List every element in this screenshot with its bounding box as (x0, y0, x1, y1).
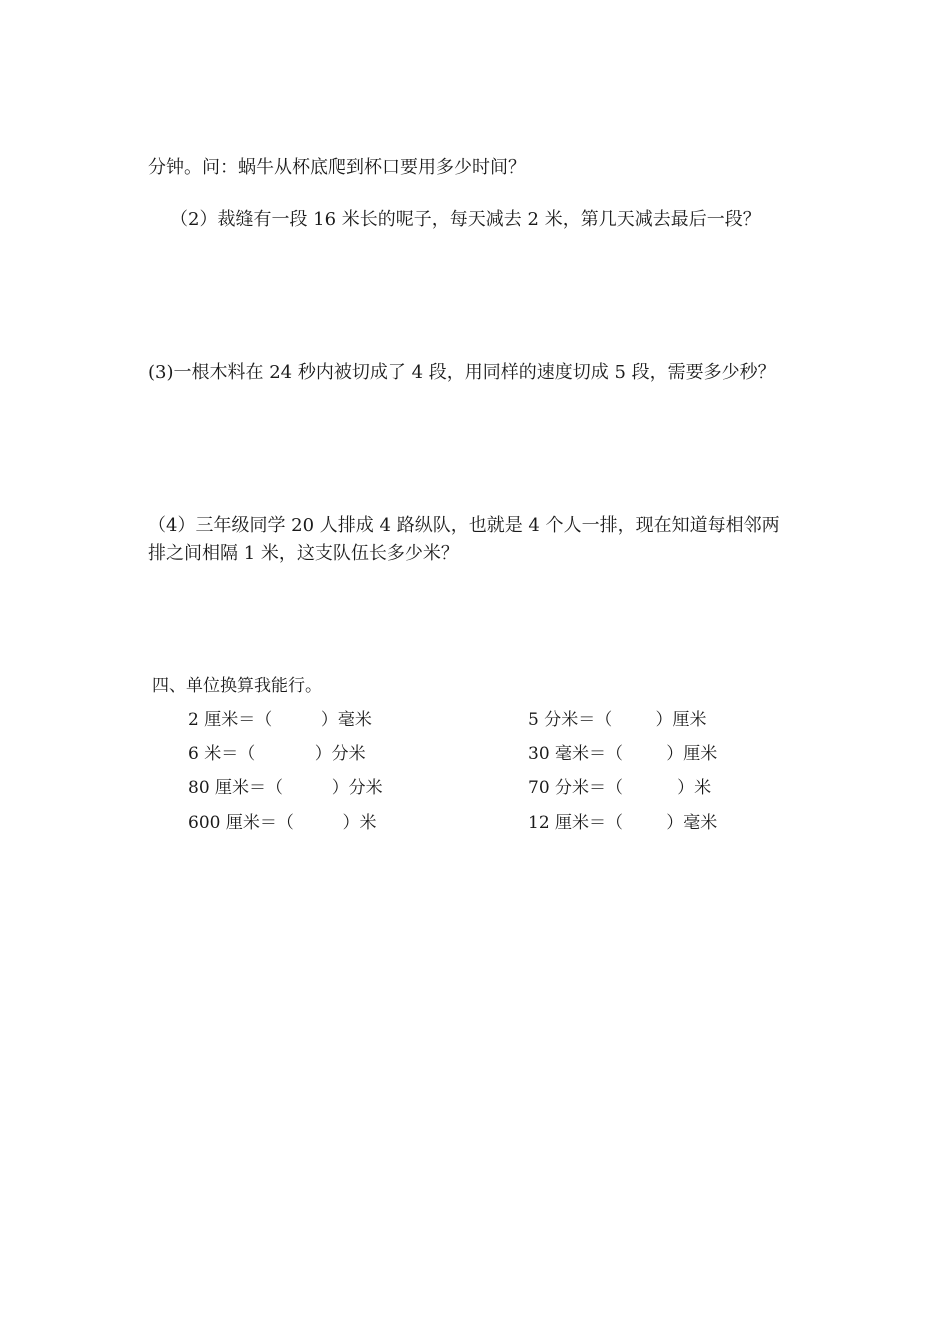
conversion-suffix: ）毫米 (666, 813, 718, 833)
answer-blank[interactable] (623, 778, 677, 798)
question-4-line-1: （4）三年级同学 20 人排成 4 路纵队，也就是 4 个人一排，现在知道每相邻两 (148, 515, 780, 536)
answer-blank[interactable] (255, 744, 314, 764)
question-2: （2）裁缝有一段 16 米长的呢子，每天减去 2 米，第几天减去最后一段？ (170, 209, 761, 230)
answer-blank[interactable] (272, 710, 321, 730)
conversion-prefix: 70 分米＝（ (528, 778, 624, 798)
conversion-item (528, 776, 711, 800)
conversion-suffix: ）米 (677, 778, 712, 798)
conversion-item (188, 811, 377, 835)
conversion-prefix: 80 厘米＝（ (188, 778, 284, 798)
conversion-prefix: 600 厘米＝（ (188, 813, 294, 833)
answer-blank[interactable] (294, 813, 343, 833)
conversion-prefix: 5 分米＝（ (528, 710, 613, 730)
conversion-prefix: 6 米＝（ (188, 744, 256, 764)
conversion-suffix: ）厘米 (655, 710, 707, 730)
answer-blank[interactable] (612, 710, 655, 730)
answer-blank[interactable] (623, 813, 666, 833)
conversion-suffix: ）米 (342, 813, 377, 833)
conversion-suffix: ）厘米 (666, 744, 718, 764)
conversion-item (188, 742, 366, 766)
conversion-prefix: 2 厘米＝（ (188, 710, 273, 730)
conversion-item (528, 742, 717, 766)
conversion-suffix: ）分米 (314, 744, 366, 764)
answer-blank[interactable] (283, 778, 332, 798)
conversion-prefix: 12 厘米＝（ (528, 813, 624, 833)
conversion-item (528, 708, 706, 732)
answer-blank[interactable] (623, 744, 666, 764)
question-1-continuation: 分钟。问：蜗牛从杯底爬到杯口要用多少时间？ (148, 157, 526, 178)
conversion-prefix: 30 毫米＝（ (528, 744, 624, 764)
question-3: (3)一根木料在 24 秒内被切成了 4 段，用同样的速度切成 5 段，需要多少秒？ (148, 362, 776, 383)
section-4-heading: 四、单位换算我能行。 (152, 676, 322, 696)
conversion-suffix: ）毫米 (320, 710, 372, 730)
conversion-item (528, 811, 717, 835)
question-4-line-2: 排之间相隔 1 米，这支队伍长多少米？ (148, 543, 459, 564)
conversion-item (188, 708, 372, 732)
conversion-suffix: ）分米 (331, 778, 383, 798)
conversion-item (188, 776, 383, 800)
